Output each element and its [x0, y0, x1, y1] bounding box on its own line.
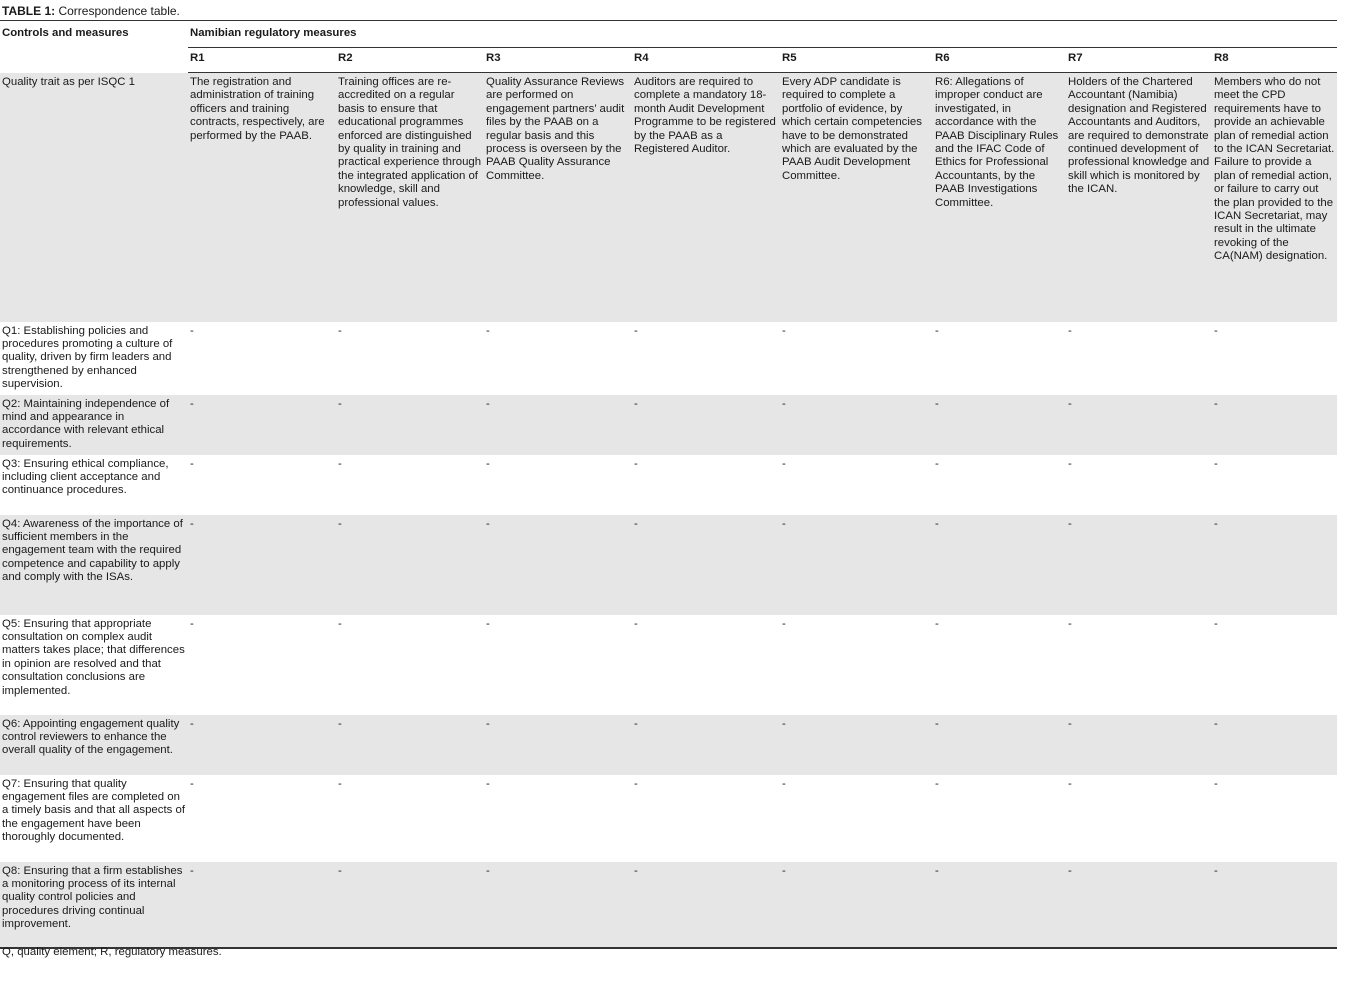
col-header-r2: R2 [336, 48, 484, 73]
cell-r3: Quality Assurance Reviews are performed on engagement partners’ audit files by the PAAB on a regular basis and this process is overseen by the PAAB Quality Assurance Committee. [484, 73, 632, 322]
row-label: Q2: Maintaining independence of mind and appearance in accordance with relevant ethical requirements. [0, 395, 188, 455]
cell-r8: Members who do not meet the CPD requirements have to provide an achievable plan of remedial action to the ICAN Secretariat. Failure to provide a plan of remedial action, or failure to carry out the plan provided to the ICAN Secretariat, may result in the ultimate revoking of the CA(NAM) designation. [1212, 73, 1337, 322]
row-label: Q8: Ensuring that a firm establishes a monitoring process of its internal quality control policies and procedures driving continual improvement. [0, 862, 188, 948]
cell-r5: - [780, 395, 933, 455]
cell-r6: - [933, 395, 1066, 455]
cell-r3: - [486, 324, 490, 337]
cell-r3: - [484, 395, 632, 455]
col-header-r8: R8 [1212, 48, 1337, 73]
header-controls-measures: Controls and measures [2, 27, 129, 39]
cell-r5: - [782, 324, 786, 337]
table-row [0, 455, 1337, 515]
cell-r4: - [632, 862, 780, 948]
cell-r6: - [933, 515, 1066, 615]
cell-r1: The registration and administration of training officers and training contracts, respectively, are performed by the PAAB. [188, 73, 336, 322]
cell-r4: - [634, 457, 638, 470]
cell-r2: - [336, 715, 484, 775]
cell-r6: R6: Allegations of improper conduct are investigated, in accordance with the PAAB Disciplinary Rules and the IFAC Code of Ethics for Professional Accountants, by the PAAB Investigations Committee. [933, 73, 1066, 322]
header-row-columns [0, 48, 1337, 73]
table-caption [2, 4, 180, 18]
table-row [0, 862, 1337, 948]
cell-r4: Auditors are required to complete a mandatory 18-month Audit Development Programme to be registered by the PAAB as a Registered Auditor. [632, 73, 780, 322]
cell-r6: - [933, 715, 1066, 775]
cell-r8: - [1212, 715, 1337, 775]
cell-r8: - [1214, 617, 1218, 630]
row-label: Quality trait as per ISQC 1 [0, 73, 188, 322]
cell-r2: - [338, 617, 342, 630]
correspondence-table [0, 20, 1337, 949]
cell-r7: Holders of the Chartered Accountant (Namibia) designation and Registered Accountants and Auditors, are required to demonstrate continued development of professional knowledge and skill which is monitored by the ICAN. [1066, 73, 1212, 322]
cell-r8: - [1212, 515, 1337, 615]
cell-r1: - [188, 862, 336, 948]
cell-r2: Training offices are re-accredited on a regular basis to ensure that educational programmes enforced are distinguished by quality in training and practical experience through the integrated application of knowledge, skill and professional values. [336, 73, 484, 322]
cell-r1: - [190, 617, 194, 630]
col-header-r6: R6 [933, 48, 1066, 73]
cell-r8: - [1214, 777, 1218, 790]
cell-r5: - [782, 617, 786, 630]
row-label: Q3: Ensuring ethical compliance, including client acceptance and continuance procedures. [2, 457, 169, 497]
cell-r4: - [634, 324, 638, 337]
cell-r1: - [188, 715, 336, 775]
row-label: Q1: Establishing policies and procedures promoting a culture of quality, driven by firm leaders and strengthened by enhanced supervision. [2, 324, 173, 391]
table-row [0, 515, 1337, 615]
cell-r2: - [336, 862, 484, 948]
cell-r1: - [188, 395, 336, 455]
cell-r6: - [935, 617, 939, 630]
cell-r8: - [1212, 395, 1337, 455]
cell-r3: - [486, 617, 490, 630]
cell-r2: - [336, 395, 484, 455]
cell-r3: - [484, 715, 632, 775]
cell-r5: - [780, 862, 933, 948]
cell-r6: - [935, 457, 939, 470]
col-header-r7: R7 [1066, 48, 1212, 73]
table-row [0, 395, 1337, 455]
cell-r1: - [190, 777, 194, 790]
row-label: Q4: Awareness of the importance of sufficient members in the engagement team with the required competence and capability to apply and comply with the ISAs. [0, 515, 188, 615]
row-label: Q7: Ensuring that quality engagement files are completed on a timely basis and that all aspects of the engagement have been thoroughly documented. [2, 777, 185, 844]
cell-r4: - [632, 715, 780, 775]
cell-r6: - [933, 862, 1066, 948]
cell-r5: - [782, 777, 786, 790]
cell-r6: - [935, 777, 939, 790]
table-footnote: Q, quality element; R, regulatory measures. [2, 946, 222, 958]
cell-r4: - [634, 617, 638, 630]
cell-r3: - [486, 457, 490, 470]
cell-r3: - [486, 777, 490, 790]
cell-r1: - [190, 324, 194, 337]
cell-r4: - [634, 777, 638, 790]
col-header-r3: R3 [484, 48, 632, 73]
table-row [0, 715, 1337, 775]
table-row [0, 775, 1337, 862]
cell-r7: - [1068, 324, 1072, 337]
cell-r6: - [935, 324, 939, 337]
cell-r7: - [1068, 777, 1072, 790]
cell-r4: - [632, 515, 780, 615]
cell-r8: - [1214, 324, 1218, 337]
row-label: Q5: Ensuring that appropriate consultation on complex audit matters takes place; that differences in opinion are resolved and that consultation conclusions are implemented. [2, 617, 185, 697]
cell-r2: - [338, 777, 342, 790]
cell-r8: - [1214, 457, 1218, 470]
table-row [0, 615, 1337, 715]
row-label: Q6: Appointing engagement quality control reviewers to enhance the overall quality of the engagement. [0, 715, 188, 775]
caption-text: Correspondence table. [58, 4, 180, 18]
table-body [0, 73, 1337, 948]
cell-r2: - [338, 457, 342, 470]
cell-r1: - [188, 515, 336, 615]
cell-r7: - [1066, 862, 1212, 948]
header-row-group [0, 21, 1337, 48]
table-row [0, 322, 1337, 395]
col-header-r1: R1 [188, 48, 336, 73]
cell-r1: - [190, 457, 194, 470]
cell-r7: - [1068, 617, 1072, 630]
cell-r5: - [780, 515, 933, 615]
cell-r2: - [338, 324, 342, 337]
cell-r8: - [1212, 862, 1337, 948]
cell-r5: - [780, 715, 933, 775]
header-namibian-measures: Namibian regulatory measures [188, 21, 1337, 48]
cell-r7: - [1066, 515, 1212, 615]
cell-r7: - [1066, 395, 1212, 455]
caption-label: TABLE 1: [2, 4, 56, 18]
table-row [0, 73, 1337, 322]
cell-r4: - [632, 395, 780, 455]
cell-r2: - [336, 515, 484, 615]
col-header-r4: R4 [632, 48, 780, 73]
cell-r5: Every ADP candidate is required to complete a portfolio of evidence, by which certain competencies have to be demonstrated which are evaluated by the PAAB Audit Development Committee. [780, 73, 933, 322]
cell-r3: - [484, 862, 632, 948]
cell-r7: - [1068, 457, 1072, 470]
cell-r7: - [1066, 715, 1212, 775]
cell-r5: - [782, 457, 786, 470]
col-header-r5: R5 [780, 48, 933, 73]
cell-r3: - [484, 515, 632, 615]
